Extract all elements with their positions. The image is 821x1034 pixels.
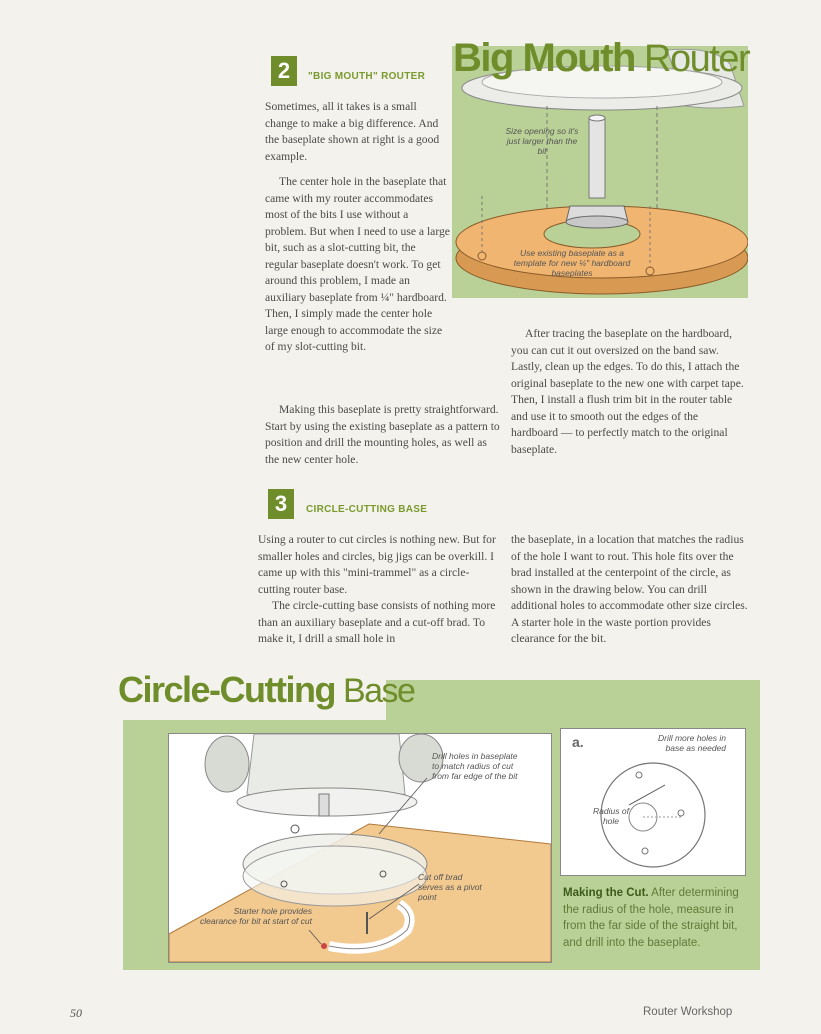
- callout-starter-hole: Starter hole provides clearance for bit at start of cut: [200, 906, 312, 926]
- circle-cutting-heading: [118, 669, 415, 710]
- section-number-3: 3: [268, 489, 294, 519]
- section-title-big-mouth: "BIG MOUTH" ROUTER: [308, 71, 426, 82]
- callout-size-opening: Size opening so it's just larger than the bit: [505, 126, 579, 156]
- section2-col1: [265, 99, 455, 165]
- caption-text: After determining the radius of the hole, measure in from the far side of the straight bit, and drill into the baseplate.: [563, 887, 739, 949]
- callout-drill-holes: Drill holes in baseplate to match radius of cut from far edge of the bit: [432, 751, 518, 781]
- section2-col2: [511, 326, 747, 458]
- section3-col1: [258, 532, 498, 648]
- paragraph: The center hole in the baseplate that came with my router accommodates most of the bits I use without a problem. But when I need to use a large bit, such as a slot-cutting bit, the regular baseplate doesn't work. To get around this problem, I made an auxiliary baseplate from ¼" hardboard. Then, I simply made the center hole large enough to accommodate the size of my slot-cutting bit.: [265, 175, 450, 353]
- paragraph: the baseplate, in a location that matches the radius of the hole I want to rout. This hole fits over the brad installed at the centerpoint of the circle, as shown in the drawing below. You can drill additional holes to accommodate other size circles. A starter hole in the waste portion provides clearance for the bit.: [511, 533, 748, 645]
- section2-col1-p2: [265, 174, 455, 356]
- section-title-circle-cutting: CIRCLE-CUTTING BASE: [306, 504, 428, 515]
- section3-col2: [511, 532, 751, 648]
- section-number-2: 2: [271, 56, 297, 86]
- book-title: Router Workshop: [643, 1006, 733, 1018]
- detail-letter: a.: [572, 734, 584, 750]
- paragraph: The circle-cutting base consists of nothing more than an auxiliary baseplate and a cut-off brad. To make it, I drill a small hole in: [258, 599, 496, 645]
- heading-light: Base: [335, 672, 415, 710]
- callout-brad: Cut off brad serves as a pivot point: [418, 872, 482, 902]
- heading-bold: Big Mouth: [453, 36, 635, 80]
- paragraph: After tracing the baseplate on the hardboard, you can cut it out oversized on the band saw. Lastly, clean up the edges. To do this, I attach the original baseplate to the new one with carpet tape. Then, I install a flush trim bit in the router table and use it to smooth out the edges of the hardboard — to perfectly match to the original baseplate.: [511, 327, 744, 456]
- section2-col1-p3: [265, 402, 501, 468]
- heading-light: Router: [635, 38, 750, 80]
- callout-radius: Radius of hole: [593, 806, 629, 826]
- paragraph: Using a router to cut circles is nothing new. But for smaller holes and circles, big jigs can be overkill. I came up with this "mini-trammel" as a circle-cutting router base.: [258, 533, 496, 596]
- callout-template: Use existing baseplate as a template for new ¼" hardboard baseplates: [513, 248, 631, 278]
- big-mouth-heading: [453, 38, 749, 78]
- paragraph: Making this baseplate is pretty straightforward. Start by using the existing baseplate as a pattern to position and drill the mounting holes, as well as the new center hole.: [265, 403, 500, 466]
- heading-bold: Circle-Cutting: [118, 669, 335, 710]
- callout-drill-more: Drill more holes in base as needed: [657, 733, 726, 753]
- figure-caption: [563, 885, 749, 951]
- paragraph: Sometimes, all it takes is a small change to make a big difference. And the baseplate shown at right is a good example.: [265, 100, 440, 163]
- page-number: 50: [70, 1006, 82, 1020]
- caption-bold: Making the Cut.: [563, 887, 649, 899]
